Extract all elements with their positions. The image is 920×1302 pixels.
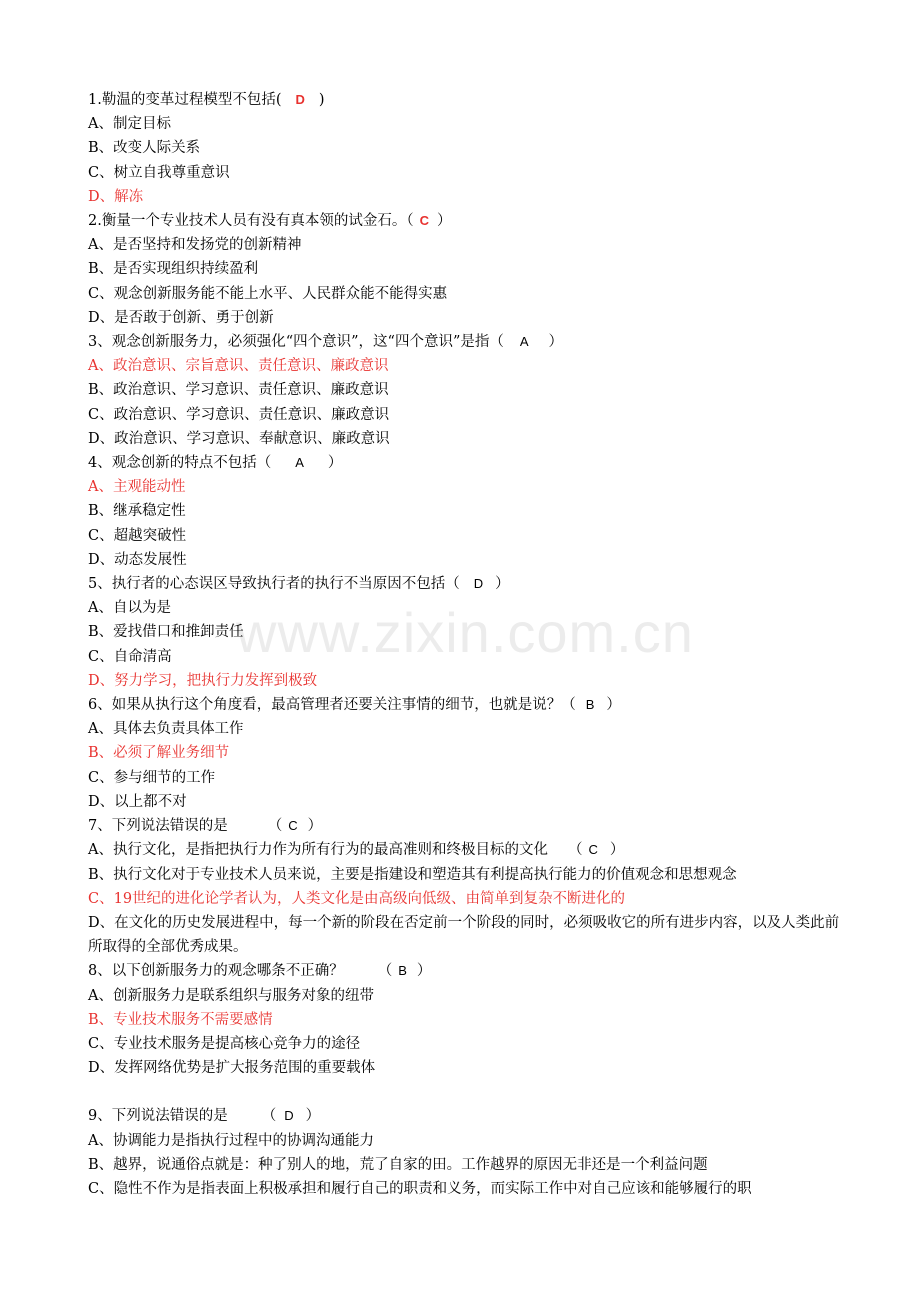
document-page xyxy=(88,88,848,1201)
question-7-close: ） xyxy=(307,818,323,835)
question-6-option-a: A、具体去负责具体工作 xyxy=(88,721,244,738)
question-6-stem: 6、如果从执行这个角度看，最高管理者还要关注事情的细节，也就是说？（ xyxy=(88,697,576,714)
question-5-close: ） xyxy=(495,576,510,593)
question-3-option-a: A、政治意识、宗旨意识、责任意识、廉政意识 xyxy=(88,358,389,375)
question-7-option-a-close: ） xyxy=(609,842,625,859)
question-8-answer: B xyxy=(398,963,407,979)
question-4-option-a: A、主观能动性 xyxy=(88,479,186,496)
question-7-option-a-answer: C xyxy=(588,842,598,858)
question-5 xyxy=(88,572,848,596)
blank-line xyxy=(88,1080,848,1104)
question-8-option-a: A、创新服务力是联系组织与服务对象的纽带 xyxy=(88,987,374,1004)
question-6-answer: B xyxy=(585,697,595,713)
question-9-stem: 9、下列说法错误的是 xyxy=(88,1108,228,1125)
question-7-option-a-open: （ xyxy=(567,842,583,859)
question-5-answer: D xyxy=(473,576,484,592)
question-2-stem: 2.衡量一个专业技术人员有没有真本领的试金石。（ xyxy=(88,213,414,230)
question-1-answer: D xyxy=(295,92,305,107)
question-1-option-a: A、制定目标 xyxy=(88,116,171,133)
question-1 xyxy=(88,88,848,112)
question-1-close: ) xyxy=(318,92,325,108)
question-7-option-c: C、19世纪的进化论学者认为，人类文化是由高级向低级、由简单到复杂不断进化的 xyxy=(88,890,626,907)
question-2-close: ） xyxy=(436,213,452,230)
question-4-answer: A xyxy=(295,455,304,471)
question-7-option-d: D、在文化的历史发展进程中，每一个新的阶段在否定前一个阶段的同时，必须吸收它的所有进步内容，以及人类此前所取得的全部优秀成果。 xyxy=(88,914,840,956)
question-5-stem: 5、执行者的心态误区导致执行者的执行不当原因不包括（ xyxy=(88,576,460,593)
question-2-option-b: B、是否实现组织持续盈利 xyxy=(88,261,259,278)
question-7-answer: C xyxy=(288,818,298,834)
question-5-option-a: A、自以为是 xyxy=(88,600,171,617)
question-2-option-c: C、观念创新服务能不能上水平、人民群众能不能得实惠 xyxy=(88,285,448,302)
question-9-answer: D xyxy=(284,1108,294,1124)
question-4-close: ） xyxy=(327,455,343,472)
question-4-option-c: C、超越突破性 xyxy=(88,527,187,544)
question-2-option-a: A、是否坚持和发扬党的创新精神 xyxy=(88,237,302,254)
question-4-option-b: B、继承稳定性 xyxy=(88,503,186,520)
question-8-close: ） xyxy=(416,963,432,980)
question-8 xyxy=(88,959,848,983)
question-9-option-c: C、隐性不作为是指表面上积极承担和履行自己的职责和义务，而实际工作中对自己应该和能够履行的职 xyxy=(88,1180,752,1197)
question-7-option-a-text: A、执行文化，是指把执行力作为所有行为的最高准则和终极目标的文化 xyxy=(88,842,548,859)
question-3-option-d: D、政治意识、学习意识、奉献意识、廉政意识 xyxy=(88,430,390,447)
question-5-option-d: D、努力学习，把执行力发挥到极致 xyxy=(88,672,318,689)
question-3-answer: A xyxy=(519,334,529,350)
question-2-option-d: D、是否敢于创新、勇于创新 xyxy=(88,309,274,326)
question-9-option-b: B、越界，说通俗点就是：种了别人的地，荒了自家的田。工作越界的原因无非还是一个利益问题 xyxy=(88,1156,708,1173)
question-4-stem: 4、观念创新的特点不包括（ xyxy=(88,455,272,472)
question-7-option-b: B、执行文化对于专业技术人员来说，主要是指建设和塑造其有利提高执行能力的价值观念和思想观念 xyxy=(88,866,737,883)
question-3 xyxy=(88,330,848,354)
question-8-option-d: D、发挥网络优势是扩大报务范围的重要载体 xyxy=(88,1060,376,1077)
question-3-stem: 3、观念创新服务力，必须强化“四个意识”，这“四个意识”是指（ xyxy=(88,334,504,351)
question-1-option-c: C、树立自我尊重意识 xyxy=(88,164,230,181)
question-6-option-b: B、必须了解业务细节 xyxy=(88,745,230,762)
question-6 xyxy=(88,693,848,717)
question-8-option-c: C、专业技术服务是提高核心竞争力的途径 xyxy=(88,1035,361,1052)
question-9-open: （ xyxy=(261,1108,277,1125)
question-7 xyxy=(88,814,848,838)
question-1-option-d: D、解冻 xyxy=(88,188,144,205)
question-1-option-b: B、改变人际关系 xyxy=(88,140,201,157)
question-2 xyxy=(88,209,848,233)
question-3-option-c: C、政治意识、学习意识、责任意识、廉政意识 xyxy=(88,406,390,423)
question-6-close: ） xyxy=(606,697,621,714)
question-8-option-b: B、专业技术服务不需要感情 xyxy=(88,1011,273,1028)
question-7-stem: 7、下列说法错误的是 xyxy=(88,818,228,835)
question-8-stem: 8、以下创新服务力的观念哪条不正确？ xyxy=(88,963,344,980)
question-7-option-a xyxy=(88,838,848,862)
question-9-close: ） xyxy=(305,1108,321,1125)
question-2-answer: C xyxy=(419,213,429,229)
question-6-option-c: C、参与细节的工作 xyxy=(88,769,216,786)
question-1-stem: 1.勒温的变革过程模型不包括( xyxy=(88,92,282,108)
question-5-option-c: C、自命清高 xyxy=(88,648,172,665)
question-5-option-b: B、爱找借口和推卸责任 xyxy=(88,624,244,641)
question-7-open: （ xyxy=(267,818,283,835)
question-4-option-d: D、动态发展性 xyxy=(88,551,187,568)
question-8-open: （ xyxy=(377,963,393,980)
question-4 xyxy=(88,451,848,475)
question-9 xyxy=(88,1104,848,1128)
question-9-option-a: A、协调能力是指执行过程中的协调沟通能力 xyxy=(88,1132,374,1149)
question-6-option-d: D、以上都不对 xyxy=(88,793,187,810)
question-3-close: ） xyxy=(548,334,564,351)
question-3-option-b: B、政治意识、学习意识、责任意识、廉政意识 xyxy=(88,382,389,399)
watermark: www.zixin.com.cn xyxy=(236,601,694,664)
